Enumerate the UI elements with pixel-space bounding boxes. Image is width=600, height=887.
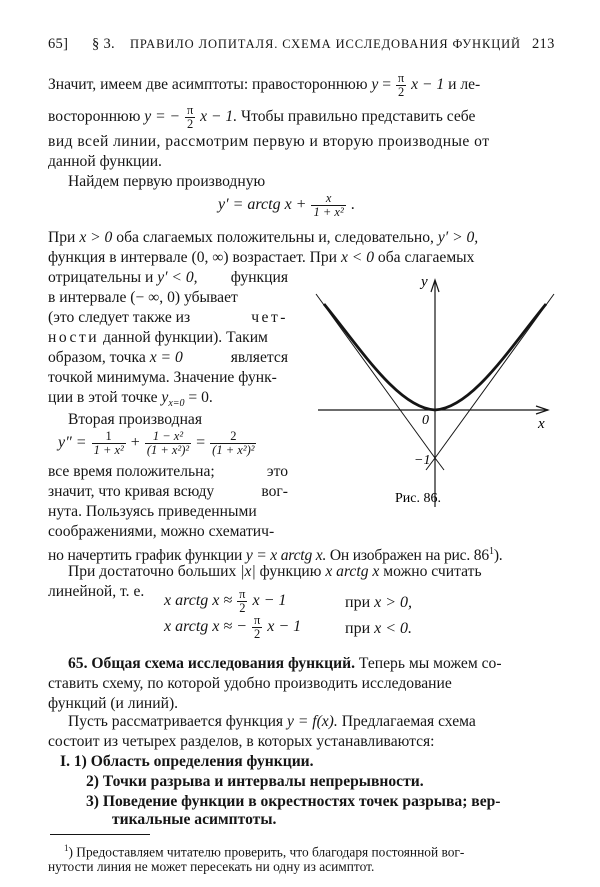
math-plus: + [130, 434, 140, 452]
frac-num: π [397, 71, 405, 85]
footnote-mark: 1 [64, 843, 69, 853]
math-cond: x = 0 [149, 349, 183, 366]
frac-den: 2 [254, 627, 261, 641]
para3-line3 [48, 268, 288, 288]
footnote-line2: нутости линия не может пересекать ни одну из асимптот. [48, 859, 375, 874]
text-run: ). [493, 547, 503, 565]
text-run: востороннюю [48, 108, 141, 126]
math-inline: y = x arctg x. [245, 547, 327, 565]
math-inline: y = f(x). [287, 713, 338, 730]
text-run: отрицательны и [48, 269, 154, 286]
text-run: при [345, 620, 371, 637]
math-cond: y′ < 0, [157, 269, 198, 286]
text-run: это [266, 463, 288, 480]
text-run: Теперь мы можем со- [358, 655, 502, 672]
section-heading: 65. Общая схема исследования функций. [68, 655, 355, 672]
chapter-number: 65] [48, 36, 69, 52]
minus-one-label: −1 [414, 453, 431, 468]
figure-caption: Рис. 86. [395, 491, 441, 506]
math-head: y = − [144, 108, 181, 126]
section65-line1 [68, 654, 502, 674]
math-subscript: x=0 [168, 398, 185, 410]
text-run: функцию [259, 563, 322, 580]
text-run: является [230, 349, 288, 366]
text-run: функция в интервале (0, ∞) возрастает. При [48, 249, 338, 266]
math-tail: . [350, 196, 355, 214]
text-run: При [48, 229, 76, 246]
text-run: Чтобы правильно представить себе [241, 108, 476, 126]
math-abs: |x| [240, 563, 256, 580]
list-item-3-cont: тикальные асимптоты. [112, 811, 277, 828]
fraction-pi-over-2 [396, 72, 406, 99]
text-run: Он изображен на рис. 86 [329, 547, 489, 565]
text-run: Значит, имеем две асимптоты: правостороннюю [48, 76, 368, 94]
left-asymptote-tail [435, 458, 444, 470]
list-roman: I. [60, 753, 70, 770]
y-axis-label: y [421, 274, 428, 290]
math-eq: = [382, 76, 391, 94]
para1-line3: вид всей линии, рассмотрим первую и вторую производные от [48, 133, 490, 150]
fraction [145, 430, 191, 457]
fraction [92, 430, 126, 457]
math-head: y′ = arctg x + [218, 196, 307, 214]
math-cond: x < 0 [340, 249, 374, 266]
text-run: оба слагаемых [377, 249, 475, 266]
para3-line7 [48, 348, 288, 368]
frac-den: 2 [239, 601, 246, 615]
text-run: ) Предоставляем читателю проверить, что благодаря постоянной вог- [68, 844, 465, 860]
para3-line5 [48, 308, 288, 328]
page-number: 213 [532, 36, 555, 52]
text-run: при [345, 594, 371, 611]
section65-line4 [68, 712, 476, 732]
section65-line3: функций (и линий). [48, 695, 179, 712]
math-inline: x arctg x [325, 563, 380, 580]
list-number: 3) [86, 793, 99, 810]
frac-den: 1 + x² [313, 205, 344, 219]
list-number: 2) [86, 773, 99, 790]
text-run: При достаточно больших [68, 563, 237, 580]
math-tail: x − 1 [252, 592, 287, 610]
text-run: все время положительна; [48, 463, 215, 480]
text-run: можно считать [383, 563, 482, 580]
math-cond: y′ > 0, [437, 229, 479, 246]
list-item-2 [86, 772, 424, 792]
math-head: x arctg x ≈ [164, 592, 233, 610]
spaced-text: ности [48, 329, 100, 346]
section65-line5: состоит из четырех разделов, в которых устанавливаются: [48, 733, 435, 750]
first-derivative-equation [218, 192, 355, 219]
fraction-pi-over-2 [185, 104, 195, 131]
text-run: но начертить график функции [48, 547, 243, 565]
para6-line1 [68, 562, 482, 582]
frac-den: 2 [186, 117, 194, 131]
math-head: x arctg x ≈ − [164, 618, 247, 636]
text-run: (это следует также из [48, 309, 191, 326]
math-y: y [371, 76, 379, 94]
x-axis-label: x [538, 416, 545, 432]
fraction [210, 430, 256, 457]
list-text: Область определения функции. [90, 753, 314, 770]
figure-86 [300, 262, 562, 512]
math-eq: = [196, 434, 206, 452]
text-run: значит, что кривая всюду [48, 483, 215, 500]
math-cond: x > 0 [79, 229, 113, 246]
frac-num: 1 [92, 430, 126, 444]
approx-row-negative [164, 614, 301, 641]
math-cond: x > 0, [374, 594, 413, 611]
text-run: Предлагаемая схема [341, 713, 476, 730]
list-number: 1) [73, 753, 87, 770]
para1-line4: данной функции. [48, 153, 162, 170]
list-text: Поведение функции в окрестностях точек разрыва; вер- [102, 793, 501, 810]
math-tail: x − 1 [267, 618, 302, 636]
origin-label: 0 [422, 413, 429, 428]
section-mark: § 3. [92, 36, 115, 52]
approx-row-positive [164, 588, 286, 615]
para3-line8: точкой минимума. Значение функ- [48, 369, 277, 386]
frac-num: π [239, 587, 246, 601]
footnote-ref[interactable]: 1 [489, 546, 494, 557]
footnote-rule [50, 834, 150, 835]
approx-cond-negative [345, 620, 412, 638]
para3-line4: в интервале (− ∞, 0) убывает [48, 289, 238, 306]
text-run: и ле- [448, 76, 481, 94]
spaced-text: чет- [251, 309, 288, 326]
frac-num: π [186, 103, 194, 117]
frac-num: 1 − x² [145, 430, 191, 444]
math-tail: x − 1. [200, 108, 238, 126]
section65-line2: ставить схему, по которой удобно производить исследование [48, 675, 452, 692]
math-head: y″ = [58, 434, 87, 452]
second-derivative-equation [58, 430, 257, 457]
para4-line1: Вторая производная [68, 411, 203, 428]
fraction-pi-over-2 [252, 614, 262, 641]
frac-den: 2 [397, 85, 405, 99]
para1-line2 [48, 104, 475, 131]
text-run: образом, точка [48, 349, 146, 366]
text-run: Пусть рассматривается функция [68, 713, 284, 730]
para1-line1 [48, 72, 562, 99]
para5-line3: нута. Пользуясь приведенными [48, 503, 257, 520]
approx-cond-positive [345, 594, 412, 612]
text-run: = 0. [188, 389, 213, 406]
para3-line6 [48, 328, 268, 348]
para2-line1: Найдем первую производную [68, 173, 266, 190]
list-item-1 [60, 752, 314, 772]
math-cond: x < 0. [374, 620, 413, 637]
math-tail: x − 1 [411, 76, 445, 94]
para6-line2: линейной, т. е. [48, 583, 145, 600]
para5-line2 [48, 482, 288, 502]
para5-line4: соображениями, можно схематич- [48, 523, 275, 540]
text-run: функция [230, 269, 288, 286]
fraction-pi-over-2 [237, 588, 247, 615]
frac-den: 1 + x² [93, 443, 124, 457]
list-item-3 [86, 792, 501, 812]
list-text: Точки разрыва и интервалы непрерывности. [102, 773, 424, 790]
math-y: y [161, 389, 169, 406]
frac-num: 2 [210, 430, 256, 444]
running-header [48, 36, 562, 58]
fraction [311, 192, 345, 219]
text-run: данной функции). Таким [103, 329, 268, 346]
frac-den: (1 + x²)² [146, 443, 190, 457]
section-title: ПРАВИЛО ЛОПИТАЛЯ. СХЕМА ИССЛЕДОВАНИЯ ФУНКЦИЙ [130, 37, 521, 51]
frac-den: (1 + x²)² [212, 443, 255, 457]
para5-line1 [48, 462, 288, 482]
para3-line1 [48, 228, 562, 248]
text-run: оба слагаемых положительны и, следовательно, [116, 229, 434, 246]
frac-num: π [253, 613, 261, 627]
text-run: вог- [261, 483, 288, 500]
frac-num: x [311, 192, 345, 206]
text-run: ции в этой точке [48, 389, 158, 406]
